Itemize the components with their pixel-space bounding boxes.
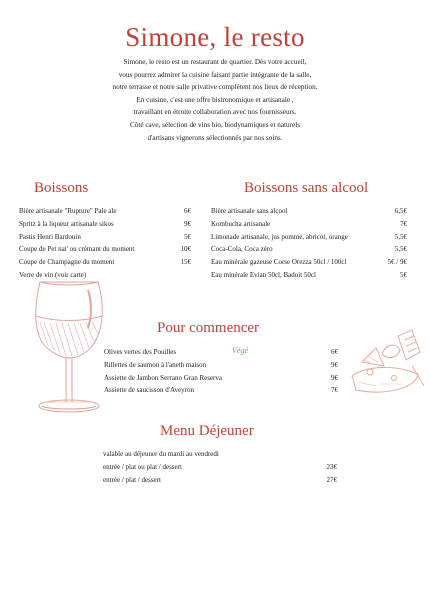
item-price: 7€ (400, 219, 407, 228)
item-name: Spritz à la liqueur artisanale sikos (19, 219, 114, 228)
list-item (211, 218, 407, 231)
page-title: Simone, le resto (125, 22, 305, 52)
list-item (103, 448, 337, 461)
list-item (19, 205, 191, 218)
intro-line: notre terrasse et notre salle privative complètent nos lieux de réception. (112, 83, 318, 92)
item-price: 6€ (331, 348, 338, 356)
wine-glass-icon (26, 276, 110, 418)
item-name: Assiette de Jambon Serrano Gran Reserva (104, 373, 222, 382)
list-item (211, 231, 407, 244)
item-price: 10€ (180, 245, 191, 254)
item-price: 6€ (184, 207, 191, 215)
section-title-sans-alcool: Boissons sans alcool (244, 180, 369, 196)
list-item (103, 474, 337, 487)
intro-line: En cuisine, c'est une offre bistronomique et artisanale , (136, 95, 294, 104)
item-price: 23€ (326, 462, 337, 471)
list-item (19, 218, 191, 231)
cheese-board-icon (346, 326, 426, 404)
intro-line: d'artisans vignerons sélectionnés par nos soins. (147, 133, 283, 142)
sans-alcool-list (211, 205, 407, 282)
list-item (104, 384, 338, 397)
item-name: Assiette de saucisson d'Aveyron (104, 386, 194, 395)
item-name: Coca-Cola, Coca zéro (211, 245, 273, 254)
item-price: 6,5€ (394, 207, 407, 215)
item-price: 9€ (331, 360, 338, 369)
item-price: 5,5€ (394, 245, 407, 254)
intro-line: vous pourrez admirer la cuisine faisant partie intégrante de la salle, (118, 70, 312, 79)
item-name: Bière artisanale sans alcool (211, 207, 288, 215)
boissons-list (19, 205, 191, 282)
item-name: Eau minérale Evian 50cl, Badoit 50cl (211, 270, 316, 279)
item-price: 5€ (184, 232, 191, 241)
intro-line: travaillant en étroite collaboration avec nos fournisseurs. (133, 108, 297, 117)
item-name: Bière artisanale "Rupture" Pale ale (19, 207, 117, 215)
section-title-boissons: Boissons (34, 180, 89, 196)
commencer-list (104, 346, 338, 397)
intro-text (40, 56, 390, 144)
list-item (104, 372, 338, 385)
list-item (19, 231, 191, 244)
item-price: 9€ (331, 373, 338, 382)
dejeuner-list (103, 448, 337, 486)
item-name: Verre de vin (voir carte) (19, 270, 87, 279)
item-price: 5€ / 9€ (387, 258, 407, 267)
item-name: Eau minérale gazeuse Corse Orezza 50cl / 100cl (211, 258, 347, 267)
list-item (19, 256, 191, 269)
item-price: 9€ (184, 219, 191, 228)
item-name: Kombucha artisanale (211, 219, 271, 228)
section-title-dejeuner: Menu Déjeuner (160, 423, 254, 439)
item-name: entrée / plat ou plat / dessert (103, 462, 182, 471)
section-title-commencer: Pour commencer (157, 320, 260, 336)
list-item (211, 243, 407, 256)
item-name: Olives vertes des Pouilles (104, 348, 177, 356)
list-item (211, 256, 407, 269)
list-item (104, 346, 338, 359)
vege-label: Végé (232, 346, 248, 355)
intro-line: Simone, le resto est un restaurant de quartier. Dès votre accueil, (123, 58, 307, 66)
item-name: Rillettes de saumon à l'aneth maison (104, 360, 207, 369)
item-name: Limonade artisanale, jus pomme, abricot, orange (211, 232, 348, 241)
item-name: Pastis Henri Bardouin (19, 232, 81, 241)
item-name: Coupe de Champagne du moment (19, 258, 115, 267)
list-item (104, 359, 338, 372)
item-name: Coupe de Pet nat' ou crémant du moment (19, 245, 135, 254)
item-name: entrée / plat / dessert (103, 475, 161, 484)
item-price: 7€ (331, 386, 338, 395)
item-price: 27€ (326, 475, 337, 484)
list-item (103, 461, 337, 474)
item-price: 15€ (180, 258, 191, 267)
list-item (19, 243, 191, 256)
item-price: 5,5€ (394, 232, 407, 241)
item-price: 5€ (400, 270, 407, 279)
menu-note: valable au déjeuner du mardi au vendredi (103, 450, 219, 458)
intro-line: Côté cave, sélection de vins bio, biodynamiques et naturels (129, 120, 301, 129)
list-item (211, 269, 407, 282)
list-item (211, 205, 407, 218)
